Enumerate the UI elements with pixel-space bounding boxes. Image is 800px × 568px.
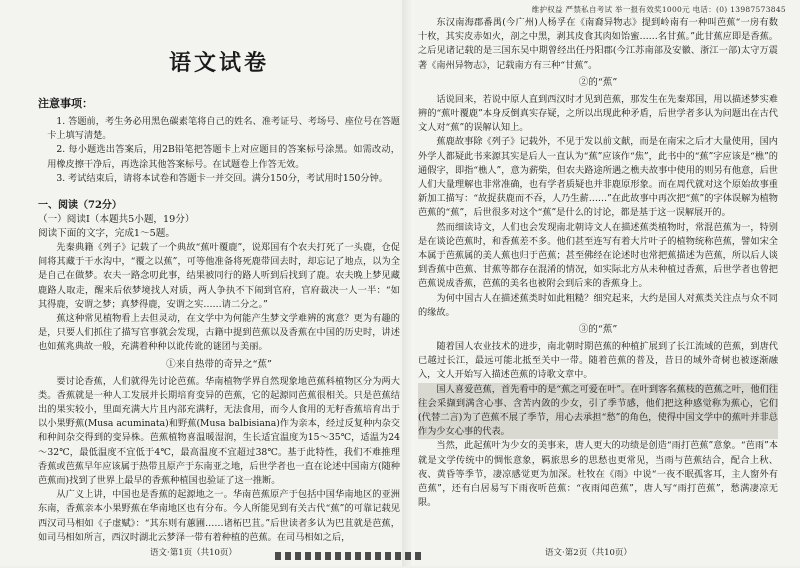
reading-instruction: 阅读下面的文字，完成1～5题。 [38, 228, 175, 240]
scan-barcode [275, 552, 425, 560]
notice-heading: 注意事项： [38, 97, 93, 110]
passage-paragraph: 当然，此起蕉叶为少女的美事来，唐人更大的功绩是创造“雨打芭蕉”意象。“芭雨”本就是文学传统中的惆怅意象，羁旅思乡的思愁也更常见，当雨与芭蕉结合，配合上秋、夜、黄昏等季节，凄凉感觉更为加深。杜牧在《雨》中说“一夜不眠孤客耳，主人窗外有芭蕉”，还有白居易写下雨夜听芭蕉：“夜雨闻芭蕉”，唐人写“雨打芭蕉”，愁满凄凉无限。 [418, 440, 778, 509]
page-title: 语文试卷 [168, 50, 269, 76]
passage-subheading: ③的“蕉” [578, 324, 618, 336]
notice-item: 3. 考试结束后，请将本试卷和答题卡一并交回。满分150分，考试用时150分钟。 [56, 172, 388, 184]
section-heading: 一、阅读（72分） [38, 200, 122, 212]
page-2 [418, 0, 778, 566]
passage-paragraph: 话说回来，若说中原人直到西汉时才见到芭蕉，那发生在先秦郑国，用以描述梦实难辨的“蕉叶覆鹿”本身反倒真实存疑，之所以出现此种矛盾，后世学者多认为问题出在古代文人对“蕉”的误解认知上。 [418, 93, 778, 134]
highlighted-paragraph: 国人喜爱芭蕉，首先看中的是“蕉之可爱在叶”。在叶到客名蕉枝的芭蕉之叶，他们往往会采撷到满含心事、含苦内敛的少女，引了季节感，他们把这种感觉称为蕉心，它们(代替二言)为了芭蕉不展了季节，用心去承担“愁”的角色，使得中国文学中的蕉叶并非总作为少女心事的代表。 [418, 383, 778, 440]
page-1 [38, 0, 400, 566]
page-footer-right: 语文·第2页（共10页） [545, 548, 632, 558]
page-footer-left: 语文·第1页（共10页） [150, 548, 237, 558]
passage-paragraph: 蕉这种常见植物看上去但灵动，在文学中为何能产生梦文学难辨的寓意？更为有趣的是，只要人们抓住了描写官事就会发现，古籍中提到芭蕉以及香蕉在中国的历史时，讲述也如蕉兆典故一般，充满着种种以讹传讹的谜团与美丽。 [38, 313, 400, 353]
passage-paragraph: 先秦典籍《列子》记载了一个典故“蕉叶覆鹿”，说郑国有个农夫打死了一头鹿，仓促间将其藏于干水沟中，“覆之以蕉”，可等他准备将死鹿带回去时，却忘记了地点，以为全是自己在做梦。农夫一路念叨此事，结果被同行的路人听到后找到了鹿。农夫晚上梦见藏鹿路人取走，醒来后依梦境找人对质，两人争执不下闹到官府，官府裁决一人一半：“如其得鹿，安谓之梦；真梦得鹿，安谓之实……请二分之。” [38, 242, 400, 310]
passage-subheading: ①来自热带的奇异之“蕉” [166, 358, 272, 370]
notice-item: 2. 每小题选出答案后，用2B铅笔把答题卡上对应题目的答案标号涂黑。如需改动，用橡皮擦干净后，再选涂其他答案标号。在试题卷上作答无效。 [47, 144, 400, 170]
subsection-heading: （一）阅读Ⅰ（本题共5小题，19分） [38, 214, 195, 226]
passage-paragraph: 从广义上讲，中国也是香蕉的起源地之一。华南芭蕉原产于包括中国华南地区的亚洲东南，香蕉亲本小果野蕉在华南地区也有分布。今人所能见到有关古代“蕉”的可靠记载见西汉司马相如《子虚赋》：“其东则有蕙圃……诸柘巴苴。”后世读者多认为巴苴就是芭蕉，如司马相如所言，西汉时湖北云梦泽一带有着种植的芭蕉。在司马相如之后， [38, 489, 400, 543]
passage-paragraph: 为何中国古人在描述蕉类时如此粗糙？细究起来，大约是国人对蕉类关注点与众不同的缘故。 [418, 292, 778, 318]
notice-item: 1. 答题前，考生务必用黑色碳素笔将自己的姓名、准考证号、考场号、座位号在答题卡上填写清楚。 [47, 116, 400, 142]
page-gutter [402, 0, 414, 566]
header-notice: 维护权益 严禁私自考试 举一报有效奖1000元 电话：(0) 13987573845 [531, 5, 786, 14]
passage-paragraph: 然而细读诗文，人们也会发现南北朝诗文人在描述蕉类植物时，常混芭蕉为一，特别是在谈论芭蕉时，和香蕉差不多。他们甚至连写有着大片叶子的植物统称芭蕉，譬如宋全本属于芭蕉属的美人蕉也归于芭蕉；甚至佛经在论述时也常把蕉描述为芭蕉，所以后人谈到香蕉中芭蕉、甘蕉等都存在混淆的情况，如实际北方从未种植过香蕉，后世学者也曾把芭蕉说成香蕉，芭蕉的美名也被附会到后来的香蕉身上。 [418, 221, 778, 290]
passage-paragraph: 蕉鹿故事除《列子》记载外，不见于发以前文献，而是在南宋之后才大量使用，国内外学人都疑此书来源其实是后人一直认为“蕉”应该作“焦”，此书中的“蕉”字应该是“樵”的通假字，即指“樵人”，意为薪柴，但农夫路途所遇之樵夫故事中使用的则另有他意，后世人们大量理解也非常准确，也有学者质疑也并非鹿原形象。而在周代就对这个原始故事重新加工描写：“故捉获鹿而不吞，人乃生薪……”在此故事中再次把“蕉”的字体误解为植物芭蕉的“蕉”，后世很多对这个“蕉”是什么的讨论，都是基于这一误解展开的。 [418, 136, 778, 219]
passage-paragraph: 东汉南海郡番禺(今广州)人杨孚在《南裔异物志》提到岭南有一种叫芭蕉“一房有数十枚，其实皮赤如火，剖之中黑，剥其皮食其肉如饴蜜……名甘蕉。”此甘蕉应即是香蕉。之后见诸记载的是三国东吴中期曾经出任丹阳郡(今江苏南部及安徽、浙江一部)太守万震著《南州异物志》，记载南方有三种“甘蕉”。 [418, 17, 778, 71]
passage-subheading: ②的“蕉” [578, 76, 618, 88]
passage-paragraph: 要讨论香蕉，人们就得先讨论芭蕉。华南植物学界自然现象地芭蕉科植物区分为两大类。香蕉就是一种人工发展并长期培育变异的芭蕉，它的起源同芭蕉很相关。只是芭蕉结出的果实较小，里面充满大片且内部充满籽，无法食用，而今人食用的无籽香蕉培育出于以小果野蕉(Musa acuminata)和野蕉(Musa balbisiana)作为亲本，经过反复种内杂交和种间杂交得到的变异株。芭蕉植物喜温暖湿润，生长适宜温度为15～35℃，适温为24～32℃，最低温度不宜低于4℃，最高温度不宜超过38℃。基于此特性，我们不难推理香蕉或芭蕉早年应该属于热带且原产于东南亚之地，后世学者也一直在论述中国南方(随种芭蕉而)找到了世界上最早的香蕉种植国也验证了这一推断。 [38, 375, 400, 487]
passage-paragraph: 随着国人农业技术的进步，南北朝时期芭蕉的种植扩展到了长江流域的芭蕉，到唐代已越过长江，最远可能北抵至关中一带。随着芭蕉的普及，昔日的域外奇树也被逐渐融入，文人开始写入描述芭蕉的诗歌文章中。 [418, 341, 778, 381]
